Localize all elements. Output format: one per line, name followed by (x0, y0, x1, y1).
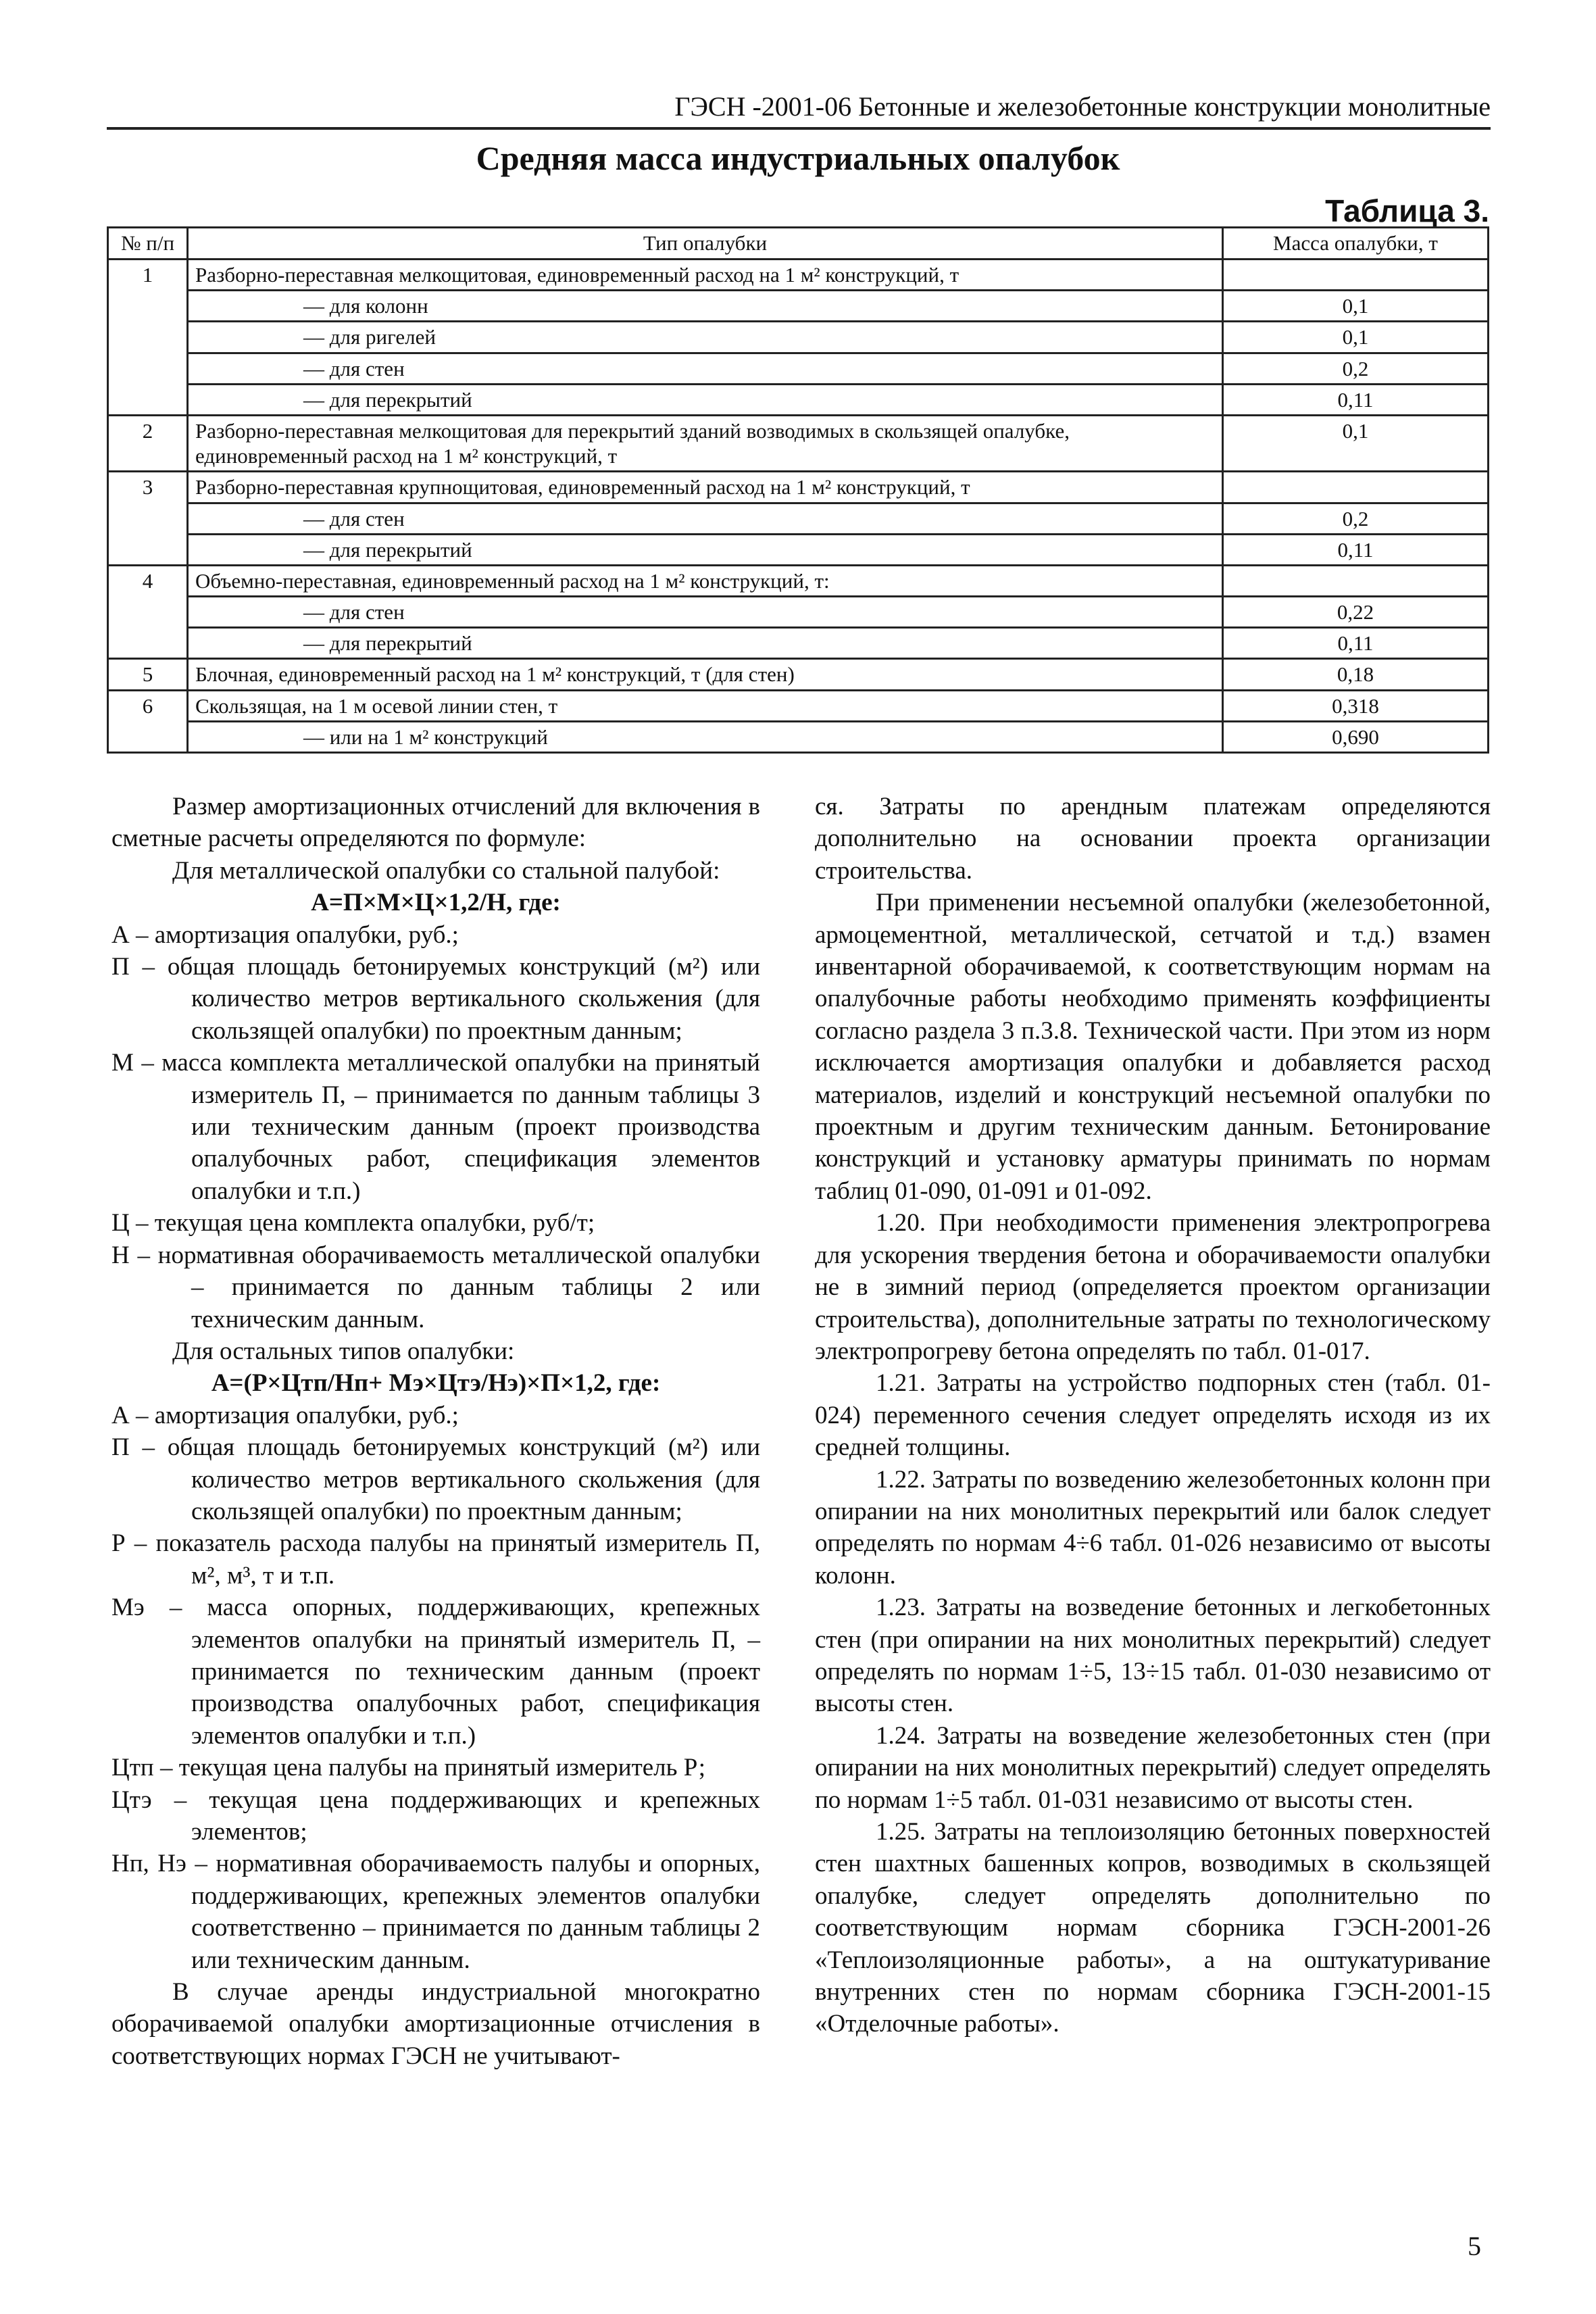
formwork-mass: 0,318 (1223, 690, 1489, 721)
row-number: 5 (108, 659, 188, 690)
formula: А=(Р×Цтп/Нп+ Мэ×Цтэ/Нэ)×П×1,2, где: (211, 1369, 661, 1398)
formwork-type: — для стен (188, 503, 1223, 534)
paragraph: 1.23. Затраты на возведение бетонных и легкобетонных стен (при опирании на них монолитных перекрытий) следует определять по нормам 1÷5, 13÷15 табл. 01-030 независимо от высоты стен. (815, 1594, 1491, 1718)
table-row (108, 628, 1489, 659)
formwork-type: — для перекрытий (188, 628, 1223, 659)
formwork-mass (1223, 260, 1489, 291)
row-number: 4 (108, 565, 188, 659)
formwork-mass: 0,1 (1223, 322, 1489, 353)
table-body (108, 260, 1489, 753)
paragraph: Размер амортизационных отчислений для включения в сметные расчеты определяются по формуле: (111, 793, 760, 853)
paragraph: Для металлической опалубки со стальной палубой: (172, 856, 720, 885)
formwork-mass (1223, 565, 1489, 596)
header-mass: Масса опалубки, т (1223, 228, 1489, 260)
paragraph: В случае аренды индустриальной многократно оборачиваемой опалубки амортизационные отчисления в соответствующих нормах ГЭСН не учитывают- (111, 1978, 760, 2070)
table-header-row (108, 228, 1489, 260)
table-row (108, 690, 1489, 721)
formwork-type: — для перекрытий (188, 534, 1223, 565)
formwork-mass: 0,1 (1223, 291, 1489, 322)
right-column (815, 791, 1491, 2040)
paragraph: М – масса комплекта металлической опалубки на принятый измеритель П, – принимается по данным таблицы 3 или техническим данным (проект производства опалубочных работ, спецификация элементов опалубки и т.п.) (111, 1049, 760, 1205)
formwork-type: — для перекрытий (188, 384, 1223, 415)
paragraph: Ц – текущая цена комплекта опалубки, руб/т; (111, 1209, 595, 1237)
paragraph: П – общая площадь бетонируемых конструкций (м²) или количество метров вертикального скольжения (для скользящей опалубки) по проектным данным; (111, 953, 760, 1045)
table-row (108, 472, 1489, 503)
table-row (108, 503, 1489, 534)
paragraph: 1.25. Затраты на теплоизоляцию бетонных поверхностей стен шахтных башенных копров, возводимых в скользящей опалубке, следует определять дополнительно по соответствующим нормам сборника ГЭСН-2001-26 «Теплоизоляционные работы», а на оштукатуривание внутренних стен по нормам сборника ГЭСН-2001-15 «Отделочные работы». (815, 1818, 1491, 2038)
table-row (108, 415, 1489, 471)
table-row (108, 565, 1489, 596)
paragraph: Нп, Нэ – нормативная оборачиваемость палубы и опорных, поддерживающих, крепежных элементов опалубки соответственно – принимается по данным таблицы 2 или техническим данным. (111, 1850, 760, 1974)
header-num: № п/п (108, 228, 188, 260)
formwork-type: Объемно-переставная, единовременный расход на 1 м² конструкций, т: (188, 565, 1223, 596)
paragraph: 1.20. При необходимости применения электропрогрева для ускорения твердения бетона и оборачиваемости опалубки не в зимний период (определяется проектом организации строительства), дополнительные затраты по технологическому электропрогреву бетона определять по табл. 01-017. (815, 1209, 1491, 1365)
paragraph: ся. Затраты по арендным платежам определяются дополнительно на основании проекта организации строительства. (815, 793, 1491, 885)
paragraph: Н – нормативная оборачиваемость металлической опалубки – принимается по данным таблицы 2 или техническим данным. (111, 1241, 760, 1333)
table-row (108, 534, 1489, 565)
paragraph: Цтп – текущая цена палубы на принятый измеритель Р; (111, 1754, 705, 1782)
formwork-mass: 0,11 (1223, 534, 1489, 565)
formwork-mass-table (107, 226, 1489, 754)
table-row (108, 721, 1489, 752)
table-row (108, 597, 1489, 628)
row-number: 1 (108, 260, 188, 416)
paragraph: Мэ – масса опорных, поддерживающих, крепежных элементов опалубки на принятый измеритель П, – принимается по техническим данным (проект производства опалубочных работ, спецификация элементов опалубки и т.п.) (111, 1594, 760, 1750)
formwork-mass: 0,22 (1223, 597, 1489, 628)
formwork-type: — для стен (188, 353, 1223, 384)
row-number: 3 (108, 472, 188, 566)
row-number: 6 (108, 690, 188, 752)
formula: А=П×М×Ц×1,2/Н, где: (311, 889, 561, 917)
left-column (111, 791, 760, 2072)
paragraph: А – амортизация опалубки, руб.; (111, 920, 459, 949)
formwork-mass: 0,18 (1223, 659, 1489, 690)
formwork-type: — для стен (188, 597, 1223, 628)
formwork-type: — или на 1 м² конструкций (188, 721, 1223, 752)
formwork-mass: 0,1 (1223, 415, 1489, 471)
paragraph: Р – показатель расхода палубы на принятый измеритель П, м², м³, т и т.п. (111, 1529, 760, 1590)
paragraph: 1.22. Затраты по возведению железобетонных колонн при опирании на них монолитных перекрытий или балок следует определять по нормам 4÷6 табл. 01-026 независимо от высоты колонн. (815, 1465, 1491, 1590)
formwork-type: — для колонн (188, 291, 1223, 322)
formwork-type: Блочная, единовременный расход на 1 м² конструкций, т (для стен) (188, 659, 1223, 690)
formwork-mass: 0,2 (1223, 353, 1489, 384)
formwork-mass: 0,690 (1223, 721, 1489, 752)
paragraph: 1.21. Затраты на устройство подпорных стен (табл. 01-024) переменного сечения следует определять исходя из их средней толщины. (815, 1369, 1491, 1462)
formwork-mass: 0,11 (1223, 384, 1489, 415)
page-number: 5 (1468, 2231, 1481, 2261)
table-row (108, 659, 1489, 690)
paragraph: Цтэ – текущая цена поддерживающих и крепежных элементов; (111, 1786, 760, 1846)
formwork-mass: 0,11 (1223, 628, 1489, 659)
running-header: ГЭСН -2001-06 Бетонные и железобетонные конструкции монолитные (107, 87, 1491, 130)
paragraph: А – амортизация опалубки, руб.; (111, 1401, 459, 1429)
table-row (108, 260, 1489, 291)
paragraph: Для остальных типов опалубки: (172, 1337, 515, 1365)
formwork-type: Скользящая, на 1 м осевой линии стен, т (188, 690, 1223, 721)
page-title: Средняя масса индустриальных опалубок (476, 139, 1120, 177)
table-row (108, 322, 1489, 353)
formwork-mass (1223, 472, 1489, 503)
formwork-type: Разборно-переставная мелкощитовая, единовременный расход на 1 м² конструкций, т (188, 260, 1223, 291)
table-label: Таблица 3. (1325, 193, 1489, 228)
header-type: Тип опалубки (188, 228, 1223, 260)
formwork-type: — для ригелей (188, 322, 1223, 353)
table-row (108, 353, 1489, 384)
table-row (108, 384, 1489, 415)
row-number: 2 (108, 415, 188, 471)
formwork-type: Разборно-переставная мелкощитовая для перекрытий зданий возводимых в скользящей опалубке, единовременный расход на 1 м² конструкций, т (188, 415, 1223, 471)
paragraph: 1.24. Затраты на возведение железобетонных стен (при опирании на них монолитных перекрытий) следует определять по нормам 1÷5 табл. 01-031 независимо от высоты стен. (815, 1721, 1491, 1814)
formwork-type: Разборно-переставная крупнощитовая, единовременный расход на 1 м² конструкций, т (188, 472, 1223, 503)
paragraph: При применении несъемной опалубки (железобетонной, армоцементной, металлической, сетчатой и т.д.) взамен инвентарной оборачиваемой, к соответствующим нормам на опалубочные работы необходимо применять коэффициенты согласно раздела 3 п.3.8. Технической части. При этом из норм исключается амортизация опалубки и добавляется расход материалов, изделий и конструкций несъемной опалубки по проектным и другим техническим данным. Бетонирование конструкций и установку арматуры принимать по нормам таблиц 01-090, 01-091 и 01-092. (815, 889, 1491, 1205)
table-row (108, 291, 1489, 322)
paragraph: П – общая площадь бетонируемых конструкций (м²) или количество метров вертикального скольжения (для скользящей опалубки) по проектным данным; (111, 1433, 760, 1525)
formwork-mass: 0,2 (1223, 503, 1489, 534)
